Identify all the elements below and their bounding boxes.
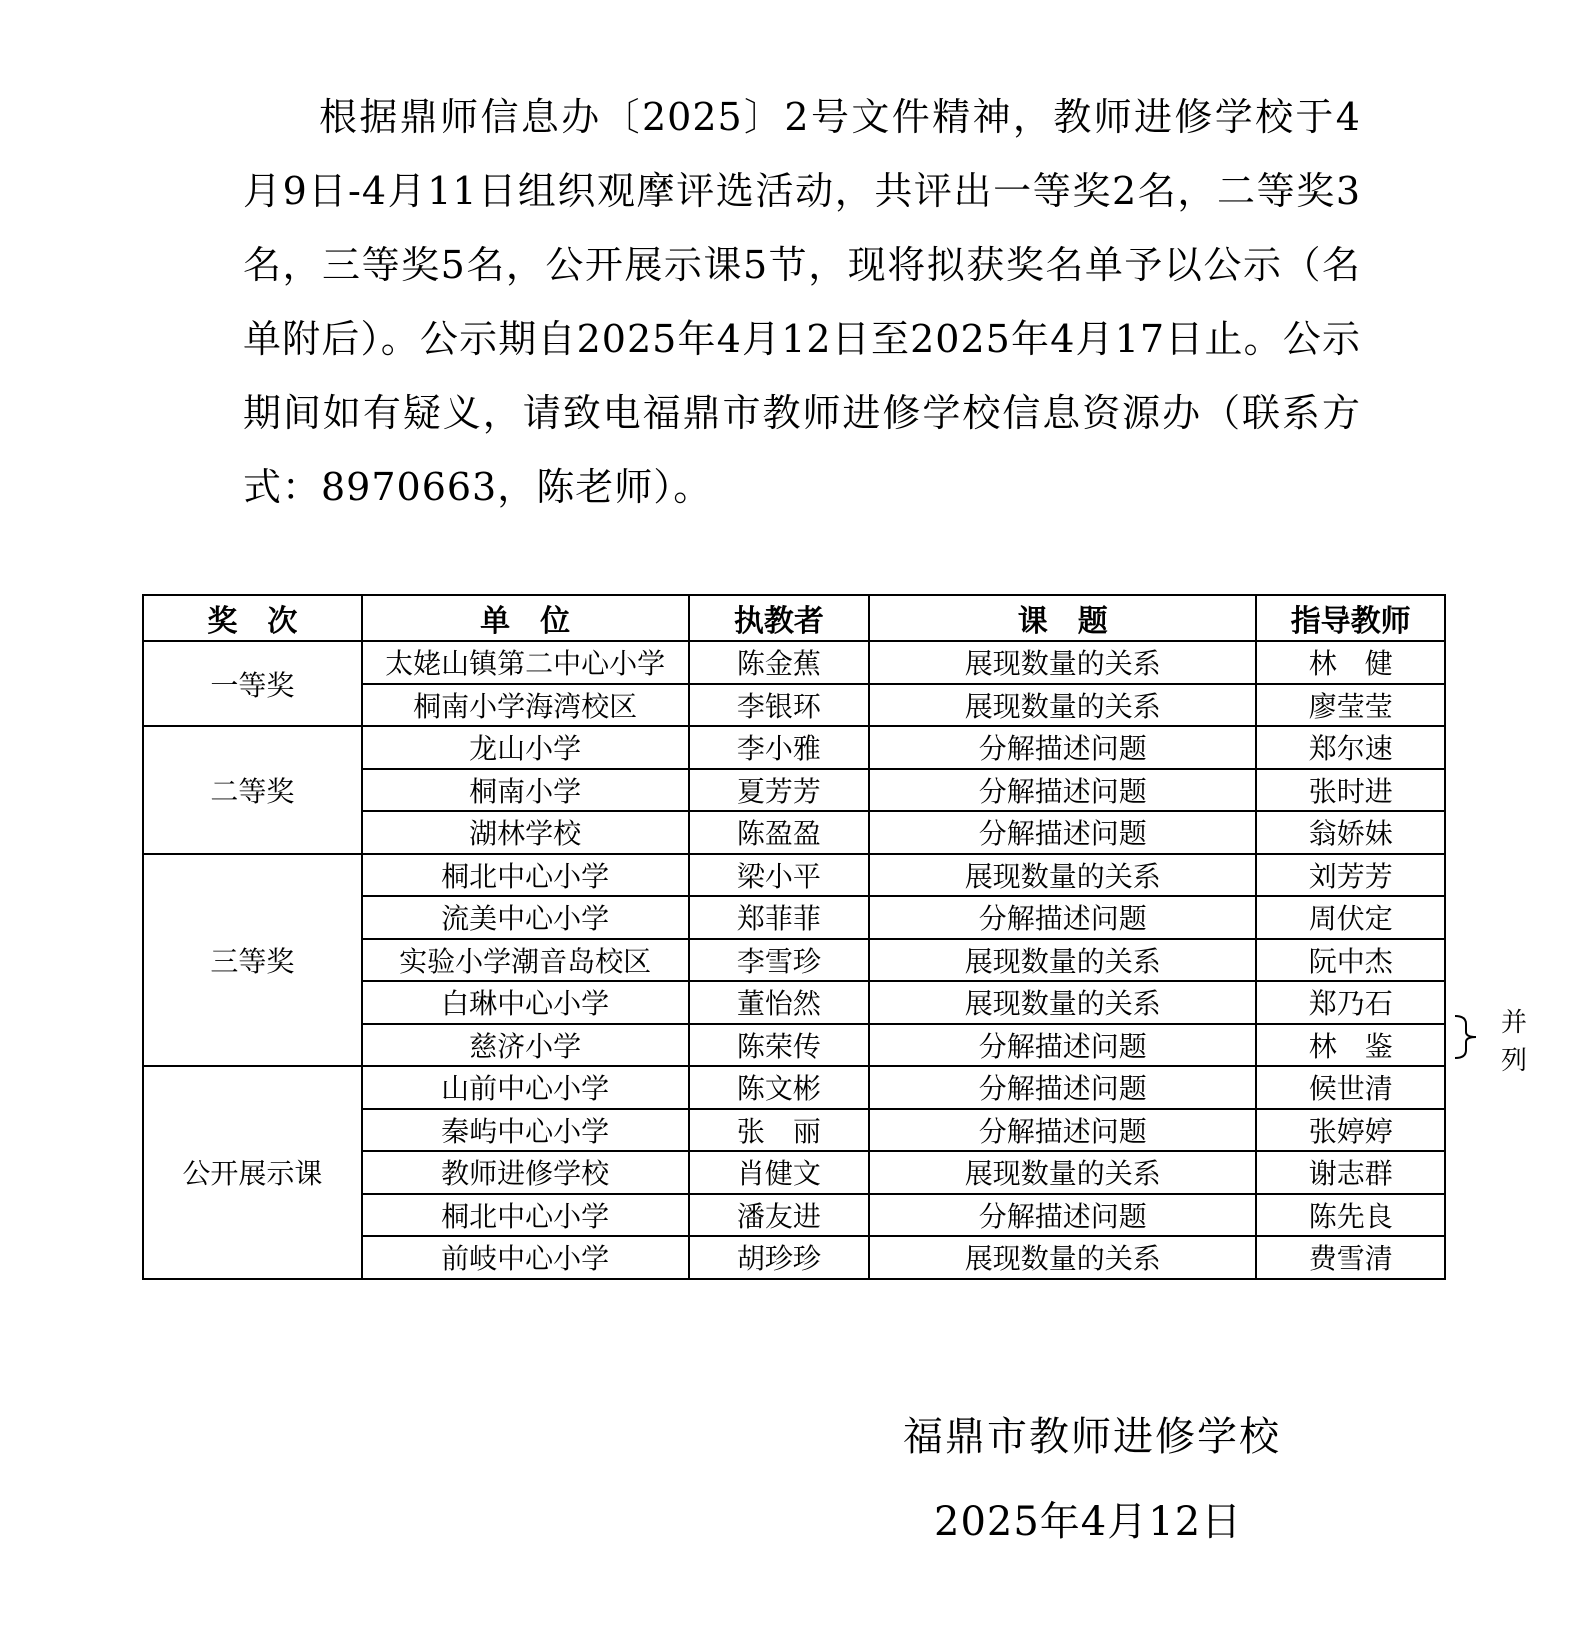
teacher-cell: 郑菲菲: [689, 896, 870, 939]
mentor-cell: 林 健: [1256, 641, 1445, 684]
signature-date: 2025年4月12日: [934, 1499, 1243, 1545]
teacher-cell: 陈盈盈: [689, 811, 870, 854]
table-header-row: [143, 595, 1445, 641]
mentor-cell: 刘芳芳: [1256, 854, 1445, 897]
teacher-cell: 肖健文: [689, 1151, 870, 1194]
notice-paragraph: 根据鼎师信息办〔2025〕2号文件精神，教师进修学校于4月9日-4月11日组织观摩评选活动，共评出一等奖2名，二等奖3名，三等奖5名，公开展示课5节，现将拟获奖名单予以公示（名单附后）。公示期自2025年4月12日至2025年4月17日止。公示期间如有疑义，请致电福鼎市教师进修学校信息资源办（联系方式：8970663，陈老师）。: [243, 95, 1361, 509]
mentor-cell: 廖莹莹: [1256, 684, 1445, 727]
topic-cell: 分解描述问题: [869, 896, 1256, 939]
mentor-cell: 谢志群: [1256, 1151, 1445, 1194]
topic-cell: 展现数量的关系: [869, 641, 1256, 684]
topic-cell: 分解描述问题: [869, 1109, 1256, 1152]
mentor-cell: 张时进: [1256, 769, 1445, 812]
award-list-table: [142, 594, 1446, 1280]
mentor-cell: 周伏定: [1256, 896, 1445, 939]
teacher-cell: 陈文彬: [689, 1066, 870, 1109]
unit-cell: 慈济小学: [362, 1024, 689, 1067]
mentor-cell: 陈先良: [1256, 1194, 1445, 1237]
topic-cell: 分解描述问题: [869, 726, 1256, 769]
unit-cell: 秦屿中心小学: [362, 1109, 689, 1152]
mentor-cell: 郑尔速: [1256, 726, 1445, 769]
table-row: [143, 1066, 1445, 1109]
header-teacher: 执教者: [689, 595, 870, 641]
mentor-cell: 阮中杰: [1256, 939, 1445, 982]
unit-cell: 山前中心小学: [362, 1066, 689, 1109]
teacher-cell: 陈荣传: [689, 1024, 870, 1067]
teacher-cell: 董怡然: [689, 981, 870, 1024]
tie-note-char: 并: [1500, 1008, 1527, 1038]
mentor-cell: 林 鉴: [1256, 1024, 1445, 1067]
table-row: [143, 641, 1445, 684]
award-level-cell: 一等奖: [143, 641, 362, 726]
header-award: 奖 次: [143, 595, 362, 641]
award-level-cell: 公开展示课: [143, 1066, 362, 1279]
mentor-cell: 费雪清: [1256, 1236, 1445, 1279]
table-row: [143, 726, 1445, 769]
unit-cell: 湖林学校: [362, 811, 689, 854]
mentor-cell: 郑乃石: [1256, 981, 1445, 1024]
topic-cell: 分解描述问题: [869, 1194, 1256, 1237]
topic-cell: 分解描述问题: [869, 1066, 1256, 1109]
teacher-cell: 李雪珍: [689, 939, 870, 982]
mentor-cell: 候世清: [1256, 1066, 1445, 1109]
teacher-cell: 李小雅: [689, 726, 870, 769]
unit-cell: 桐南小学海湾校区: [362, 684, 689, 727]
tie-bracket-icon: [1453, 1014, 1479, 1060]
unit-cell: 龙山小学: [362, 726, 689, 769]
topic-cell: 展现数量的关系: [869, 981, 1256, 1024]
mentor-cell: 张婷婷: [1256, 1109, 1445, 1152]
topic-cell: 展现数量的关系: [869, 1151, 1256, 1194]
header-mentor: 指导教师: [1256, 595, 1445, 641]
teacher-cell: 李银环: [689, 684, 870, 727]
teacher-cell: 夏芳芳: [689, 769, 870, 812]
teacher-cell: 陈金蕉: [689, 641, 870, 684]
teacher-cell: 张 丽: [689, 1109, 870, 1152]
header-topic: 课 题: [869, 595, 1256, 641]
header-unit: 单 位: [362, 595, 689, 641]
teacher-cell: 梁小平: [689, 854, 870, 897]
unit-cell: 太姥山镇第二中心小学: [362, 641, 689, 684]
mentor-cell: 翁娇妹: [1256, 811, 1445, 854]
teacher-cell: 潘友进: [689, 1194, 870, 1237]
topic-cell: 展现数量的关系: [869, 854, 1256, 897]
topic-cell: 分解描述问题: [869, 1024, 1256, 1067]
topic-cell: 展现数量的关系: [869, 1236, 1256, 1279]
unit-cell: 桐北中心小学: [362, 1194, 689, 1237]
topic-cell: 展现数量的关系: [869, 684, 1256, 727]
unit-cell: 桐北中心小学: [362, 854, 689, 897]
unit-cell: 桐南小学: [362, 769, 689, 812]
topic-cell: 分解描述问题: [869, 769, 1256, 812]
signature-organization: 福鼎市教师进修学校: [903, 1414, 1281, 1460]
tie-note: [1497, 1004, 1531, 1080]
topic-cell: 展现数量的关系: [869, 939, 1256, 982]
award-level-cell: 三等奖: [143, 854, 362, 1067]
award-level-cell: 二等奖: [143, 726, 362, 854]
table-row: [143, 854, 1445, 897]
unit-cell: 前岐中心小学: [362, 1236, 689, 1279]
unit-cell: 教师进修学校: [362, 1151, 689, 1194]
teacher-cell: 胡珍珍: [689, 1236, 870, 1279]
unit-cell: 流美中心小学: [362, 896, 689, 939]
unit-cell: 实验小学潮音岛校区: [362, 939, 689, 982]
topic-cell: 分解描述问题: [869, 811, 1256, 854]
tie-note-char: 列: [1500, 1046, 1527, 1076]
unit-cell: 白琳中心小学: [362, 981, 689, 1024]
